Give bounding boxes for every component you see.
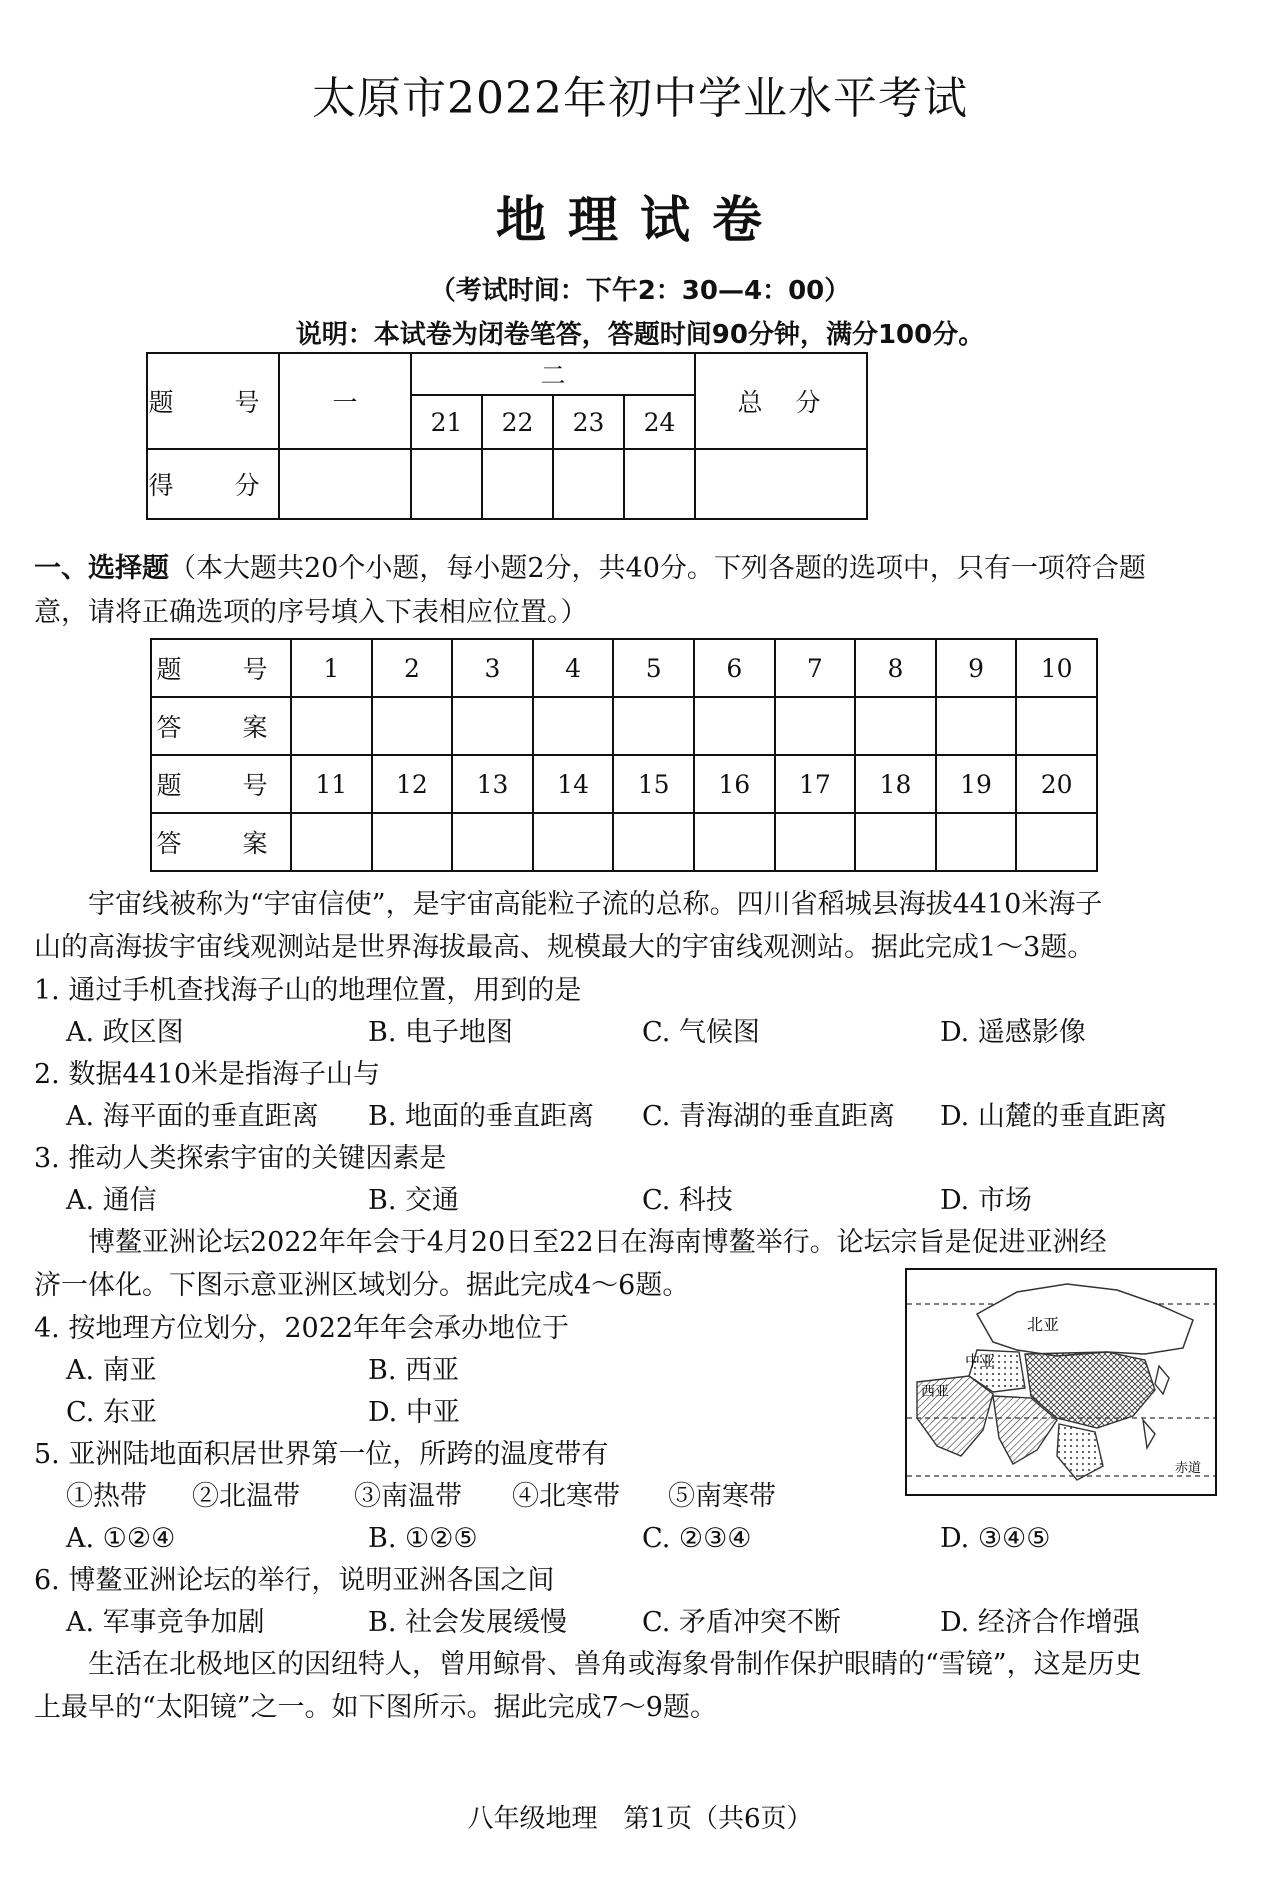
question-4-stem: 4. 按地理方位划分，2022年年会承办地位于: [34, 1313, 570, 1344]
answer-cell[interactable]: [533, 697, 614, 755]
option-a[interactable]: A. 通信: [66, 1185, 157, 1216]
passage3-line1: 生活在北极地区的因纽特人，曾用鲸骨、兽角或海象骨制作保护眼睛的“雪镜”，这是历史: [34, 1649, 1142, 1680]
score-cell[interactable]: [482, 449, 553, 519]
answer-cell[interactable]: [1016, 813, 1097, 871]
score-table: [146, 352, 868, 520]
zone-item: ①热带: [66, 1481, 147, 1512]
exam-note: 说明：本试卷为闭卷笔答，答题时间90分钟，满分100分。: [295, 320, 985, 350]
option-d[interactable]: D. 经济合作增强: [940, 1607, 1140, 1638]
option-b[interactable]: B. 地面的垂直距离: [368, 1101, 595, 1132]
score-cell[interactable]: [411, 449, 482, 519]
answer-num: 18: [855, 755, 936, 813]
score-cell[interactable]: [279, 449, 411, 519]
option-a[interactable]: A. 海平面的垂直距离: [66, 1101, 319, 1132]
answer-cell[interactable]: [452, 813, 533, 871]
option-d[interactable]: D. ③④⑤: [940, 1523, 1051, 1554]
answer-label: 答 案: [151, 697, 291, 755]
passage3-line2: 上最早的“太阳镜”之一。如下图所示。据此完成7～9题。: [34, 1692, 717, 1723]
exam-time: （考试时间：下午2：30—4：00）: [429, 276, 851, 306]
score-cell[interactable]: [695, 449, 867, 519]
answer-num: 10: [1016, 639, 1097, 697]
option-c[interactable]: C. 气候图: [642, 1017, 760, 1048]
passage1-line2: 山的高海拔宇宙线观测站是世界海拔最高、规模最大的宇宙线观测站。据此完成1～3题。: [34, 932, 1095, 963]
answer-num-label: 题 号: [151, 639, 291, 697]
answer-num: 3: [452, 639, 533, 697]
question-2-stem: 2. 数据4410米是指海子山与: [34, 1059, 381, 1090]
passage1-line1: 宇宙线被称为“宇宙信使”，是宇宙高能粒子流的总称。四川省稻城县海拔4410米海子: [34, 889, 1103, 920]
answer-num: 11: [291, 755, 372, 813]
score-cell[interactable]: [624, 449, 695, 519]
section1-desc-line2: 意，请将正确选项的序号填入下表相应位置。）: [34, 597, 588, 628]
label-equator: 赤道: [1175, 1460, 1202, 1475]
answer-num: 14: [533, 755, 614, 813]
answer-num: 15: [613, 755, 694, 813]
option-b[interactable]: B. ①②⑤: [368, 1523, 478, 1554]
answer-num: 9: [936, 639, 1017, 697]
option-a[interactable]: A. 南亚: [66, 1355, 157, 1386]
section1-line1: [34, 548, 1146, 590]
answer-num: 5: [613, 639, 694, 697]
option-b[interactable]: B. 电子地图: [368, 1017, 514, 1048]
exam-title: 太原市2022年初中学业水平考试: [312, 73, 968, 124]
section1-desc: （本大题共20个小题，每小题2分，共40分。下列各题的选项中，只有一项符合题: [169, 553, 1146, 584]
part2-header: 二: [411, 353, 695, 395]
option-d[interactable]: D. 山麓的垂直距离: [940, 1101, 1167, 1132]
label-west-asia: 西亚: [921, 1385, 949, 1400]
answer-num: 6: [694, 639, 775, 697]
score-label: 得 分: [147, 449, 279, 519]
answer-cell[interactable]: [613, 813, 694, 871]
answer-label: 答 案: [151, 813, 291, 871]
section1-heading: 一、选择题: [34, 553, 169, 584]
question-5-stem: 5. 亚洲陆地面积居世界第一位，所跨的温度带有: [34, 1439, 609, 1470]
answer-num: 1: [291, 639, 372, 697]
answer-cell[interactable]: [372, 697, 453, 755]
part2-item: 22: [482, 395, 553, 449]
answer-cell[interactable]: [291, 697, 372, 755]
part1-header: 一: [279, 353, 411, 449]
page-footer: 八年级地理 第1页（共6页）: [467, 1804, 813, 1834]
option-c[interactable]: C. 矛盾冲突不断: [642, 1607, 841, 1638]
option-b[interactable]: B. 西亚: [368, 1355, 460, 1386]
part2-item: 21: [411, 395, 482, 449]
answer-cell[interactable]: [291, 813, 372, 871]
answer-cell[interactable]: [775, 813, 856, 871]
option-c[interactable]: C. 青海湖的垂直距离: [642, 1101, 895, 1132]
paper-subtitle: 地理试卷: [496, 191, 784, 249]
total-header: 总 分: [695, 353, 867, 449]
answer-cell[interactable]: [694, 697, 775, 755]
option-b[interactable]: B. 交通: [368, 1185, 460, 1216]
answer-num: 2: [372, 639, 453, 697]
option-b[interactable]: B. 社会发展缓慢: [368, 1607, 568, 1638]
answer-num: 19: [936, 755, 1017, 813]
option-a[interactable]: A. 军事竞争加剧: [66, 1607, 265, 1638]
zone-item: ⑤南寒带: [668, 1481, 776, 1512]
answer-cell[interactable]: [452, 697, 533, 755]
answer-cell[interactable]: [694, 813, 775, 871]
option-d[interactable]: D. 市场: [940, 1185, 1032, 1216]
asia-map-graphic: [907, 1270, 1215, 1494]
zone-item: ③南温带: [354, 1481, 462, 1512]
answer-num: 7: [775, 639, 856, 697]
option-a[interactable]: A. ①②④: [66, 1523, 176, 1554]
label-north-asia: 北亚: [1027, 1317, 1060, 1334]
answer-cell[interactable]: [855, 697, 936, 755]
asia-region-map: [905, 1268, 1217, 1496]
option-d[interactable]: D. 遥感影像: [940, 1017, 1086, 1048]
zone-item: ②北温带: [192, 1481, 300, 1512]
score-cell[interactable]: [553, 449, 624, 519]
answer-cell[interactable]: [613, 697, 694, 755]
option-a[interactable]: A. 政区图: [66, 1017, 184, 1048]
part2-item: 24: [624, 395, 695, 449]
answer-cell[interactable]: [855, 813, 936, 871]
question-6-stem: 6. 博鳌亚洲论坛的举行，说明亚洲各国之间: [34, 1565, 555, 1596]
answer-cell[interactable]: [533, 813, 614, 871]
answer-num: 4: [533, 639, 614, 697]
answer-cell[interactable]: [936, 697, 1017, 755]
question-3-stem: 3. 推动人类探索宇宙的关键因素是: [34, 1143, 447, 1174]
question-1-stem: 1. 通过手机查找海子山的地理位置，用到的是: [34, 975, 582, 1006]
part2-item: 23: [553, 395, 624, 449]
answer-num: 16: [694, 755, 775, 813]
answer-cell[interactable]: [372, 813, 453, 871]
answer-cell[interactable]: [1016, 697, 1097, 755]
answer-num: 12: [372, 755, 453, 813]
answer-cell[interactable]: [775, 697, 856, 755]
answer-num: 17: [775, 755, 856, 813]
answer-cell[interactable]: [936, 813, 1017, 871]
score-row-label: 题 号: [147, 353, 279, 449]
answer-num: 13: [452, 755, 533, 813]
label-central-asia: 中亚: [965, 1354, 996, 1370]
option-c[interactable]: C. 东亚: [66, 1397, 157, 1428]
answer-table: [150, 638, 1098, 872]
answer-num: 20: [1016, 755, 1097, 813]
option-c[interactable]: C. ②③④: [642, 1523, 752, 1554]
passage2-line2: 济一体化。下图示意亚洲区域划分。据此完成4～6题。: [34, 1270, 690, 1301]
zone-item: ④北寒带: [512, 1481, 620, 1512]
answer-num-label: 题 号: [151, 755, 291, 813]
option-d[interactable]: D. 中亚: [368, 1397, 460, 1428]
option-c[interactable]: C. 科技: [642, 1185, 733, 1216]
passage2-line1: 博鳌亚洲论坛2022年年会于4月20日至22日在海南博鳌举行。论坛宗旨是促进亚洲经: [34, 1227, 1107, 1258]
answer-num: 8: [855, 639, 936, 697]
